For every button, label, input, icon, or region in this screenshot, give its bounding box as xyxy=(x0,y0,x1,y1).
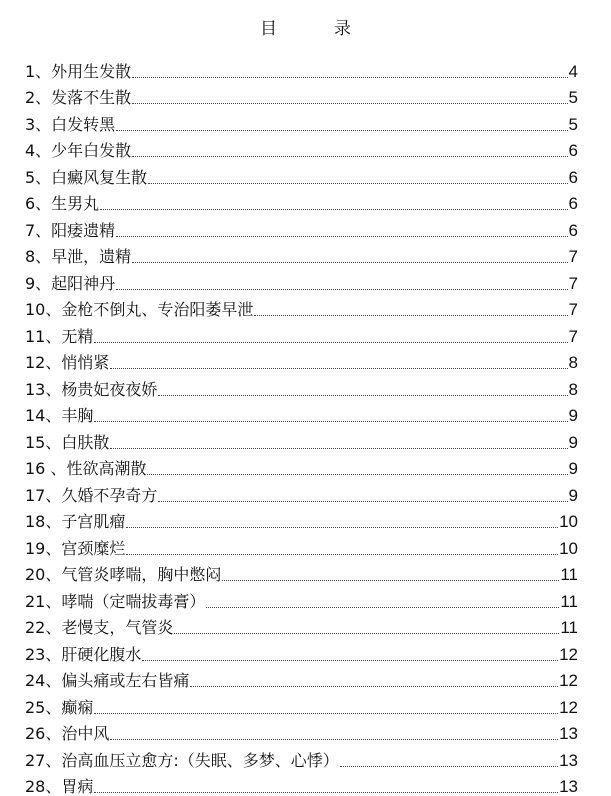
toc-page-number: 9 xyxy=(568,459,578,478)
toc-dot-leader xyxy=(94,713,558,714)
toc-entry[interactable] xyxy=(25,188,578,215)
toc-entry-label: 14、丰胸 xyxy=(25,406,94,425)
toc-page-number: 11 xyxy=(560,565,578,584)
toc-entry-label: 16 、性欲高潮散 xyxy=(25,459,147,478)
toc-dot-leader xyxy=(132,262,567,263)
toc-entry[interactable] xyxy=(25,612,578,639)
toc-list xyxy=(25,55,578,796)
toc-entry-label: 19、宫颈糜烂 xyxy=(25,538,126,558)
toc-entry[interactable] xyxy=(25,744,578,771)
toc-entry[interactable] xyxy=(25,532,578,559)
toc-entry[interactable] xyxy=(25,585,578,612)
toc-page-number: 10 xyxy=(559,538,578,558)
toc-dot-leader xyxy=(174,633,559,634)
toc-entry-label: 23、肝硬化腹水 xyxy=(25,644,142,664)
toc-entry[interactable] xyxy=(25,373,578,400)
toc-entry[interactable] xyxy=(25,241,578,268)
toc-entry[interactable] xyxy=(25,320,578,347)
toc-dot-leader xyxy=(340,766,558,767)
toc-entry[interactable] xyxy=(25,771,578,796)
toc-page-number: 7 xyxy=(568,247,578,266)
toc-dot-leader xyxy=(116,236,567,237)
toc-page-number: 6 xyxy=(568,141,578,160)
toc-page-number: 7 xyxy=(568,300,578,319)
toc-entry-label: 1、外用生发散 xyxy=(25,61,132,81)
toc-entry[interactable] xyxy=(25,347,578,374)
toc-page-number: 12 xyxy=(559,697,578,717)
toc-dot-leader xyxy=(254,315,567,316)
toc-entry[interactable] xyxy=(25,453,578,480)
toc-page-number: 12 xyxy=(559,671,578,690)
toc-entry[interactable] xyxy=(25,479,578,506)
toc-entry[interactable] xyxy=(25,718,578,745)
toc-dot-leader xyxy=(116,130,567,131)
toc-entry-label: 25、癫痫 xyxy=(25,697,94,717)
toc-entry-label: 8、早泄，遗精 xyxy=(25,247,132,266)
toc-entry[interactable] xyxy=(25,161,578,188)
toc-page-number: 7 xyxy=(568,326,578,346)
toc-entry[interactable] xyxy=(25,82,578,109)
toc-page-number: 5 xyxy=(568,114,578,134)
toc-entry-label: 24、偏头痛或左右皆痛 xyxy=(25,671,190,690)
toc-entry-label: 3、白发转黑 xyxy=(25,114,116,134)
toc-page-number: 8 xyxy=(568,353,578,372)
toc-entry[interactable] xyxy=(25,426,578,453)
toc-entry[interactable] xyxy=(25,214,578,241)
toc-entry[interactable] xyxy=(25,691,578,718)
toc-entry-label: 28、胃病 xyxy=(25,777,94,796)
toc-dot-leader xyxy=(158,501,567,502)
toc-dot-leader xyxy=(110,448,567,449)
toc-dot-leader xyxy=(132,103,567,104)
toc-entry-label: 15、白肤散 xyxy=(25,432,110,452)
toc-page-number: 11 xyxy=(560,618,578,637)
toc-dot-leader xyxy=(132,77,567,78)
toc-entry[interactable] xyxy=(25,506,578,533)
toc-page-number: 7 xyxy=(568,273,578,293)
toc-entry-label: 7、阳痿遗精 xyxy=(25,220,116,240)
toc-page-number: 10 xyxy=(559,512,578,531)
toc-page-number: 4 xyxy=(568,61,578,81)
toc-dot-leader xyxy=(126,554,558,555)
toc-entry-label: 4、少年白发散 xyxy=(25,141,132,160)
toc-dot-leader xyxy=(148,183,567,184)
toc-entry-label: 18、子宫肌瘤 xyxy=(25,512,126,531)
toc-entry-label: 21、哮喘（定喘拔毒膏） xyxy=(25,591,206,611)
toc-title: 目 录 xyxy=(260,19,371,39)
toc-entry-label: 2、发落不生散 xyxy=(25,88,132,107)
toc-dot-leader xyxy=(126,527,558,528)
toc-page-number: 5 xyxy=(568,88,578,107)
toc-entry-label: 13、杨贵妃夜夜娇 xyxy=(25,379,158,399)
toc-entry[interactable] xyxy=(25,400,578,427)
toc-entry-label: 10、金枪不倒丸、专治阳萎早泄 xyxy=(25,300,254,319)
toc-entry-label: 6、生男丸 xyxy=(25,194,100,213)
toc-entry-label: 20、气管炎哮喘，胸中憋闷 xyxy=(25,565,222,584)
toc-page-number: 12 xyxy=(559,644,578,664)
toc-entry-label: 5、白癜风复生散 xyxy=(25,167,148,187)
toc-dot-leader xyxy=(147,474,567,475)
toc-dot-leader xyxy=(158,395,567,396)
toc-dot-leader xyxy=(116,289,567,290)
toc-dot-leader xyxy=(100,209,567,210)
toc-entry[interactable] xyxy=(25,55,578,82)
toc-page-number: 8 xyxy=(568,379,578,399)
toc-entry-label: 26、治中风 xyxy=(25,724,110,743)
toc-dot-leader xyxy=(190,686,558,687)
toc-entry[interactable] xyxy=(25,108,578,135)
toc-entry-label: 12、悄悄紧 xyxy=(25,353,110,372)
toc-entry[interactable] xyxy=(25,559,578,586)
toc-entry[interactable] xyxy=(25,267,578,294)
toc-page-number: 6 xyxy=(568,194,578,213)
toc-entry[interactable] xyxy=(25,294,578,321)
toc-entry-label: 17、久婚不孕奇方 xyxy=(25,485,158,505)
toc-dot-leader xyxy=(132,156,567,157)
toc-page-number: 13 xyxy=(559,750,578,770)
toc-page-number: 6 xyxy=(568,167,578,187)
toc-dot-leader xyxy=(94,421,567,422)
toc-page-number: 13 xyxy=(559,777,578,796)
toc-entry-label: 27、治高血压立愈方:（失眠、多梦、心悸） xyxy=(25,750,339,770)
toc-page-number: 9 xyxy=(568,406,578,425)
toc-entry-label: 22、老慢支，气管炎 xyxy=(25,618,174,637)
toc-page-number: 13 xyxy=(559,724,578,743)
toc-page-number: 11 xyxy=(560,591,578,611)
toc-page-number: 6 xyxy=(568,220,578,240)
toc-page-number: 9 xyxy=(568,432,578,452)
toc-page-number: 9 xyxy=(568,485,578,505)
toc-entry-label: 9、起阳神丹 xyxy=(25,273,116,293)
toc-entry[interactable] xyxy=(25,135,578,162)
toc-dot-leader xyxy=(110,739,558,740)
toc-dot-leader xyxy=(94,792,558,793)
toc-dot-leader xyxy=(94,342,567,343)
toc-entry-label: 11、无精 xyxy=(25,326,94,346)
toc-dot-leader xyxy=(142,660,558,661)
toc-dot-leader xyxy=(222,580,559,581)
toc-dot-leader xyxy=(206,607,559,608)
toc-entry[interactable] xyxy=(25,665,578,692)
toc-entry[interactable] xyxy=(25,638,578,665)
toc-dot-leader xyxy=(110,368,567,369)
